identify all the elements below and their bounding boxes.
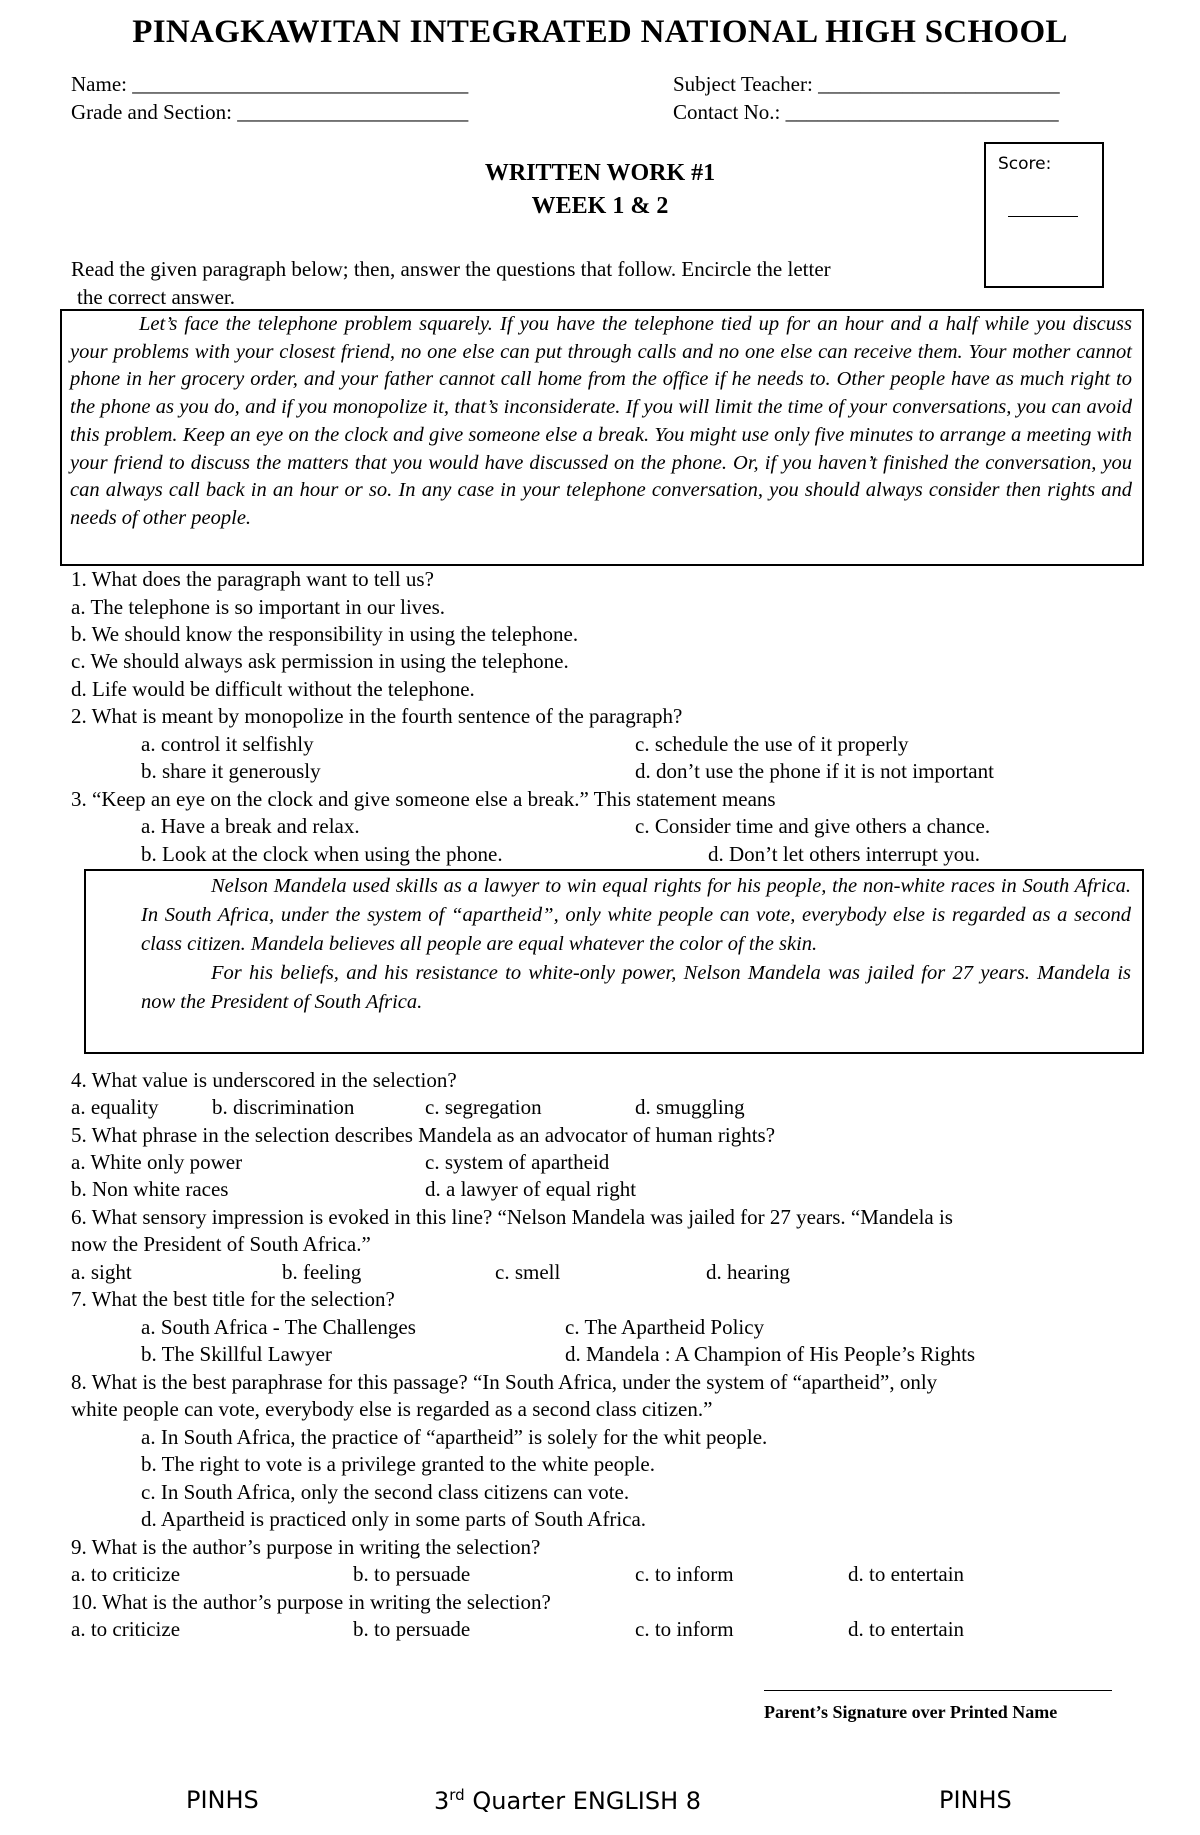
question-1-stem: 1. What does the paragraph want to tell us? [71,567,434,591]
question-8-option-a: a. In South Africa, the practice of “apartheid” is solely for the whit people. [141,1425,768,1449]
question-5-option-d: d. a lawyer of equal right [425,1177,637,1201]
question-3-stem: 3. “Keep an eye on the clock and give someone else a break.” This statement means [71,787,776,811]
passage-2 [141,872,1131,1017]
question-7-stem: 7. What the best title for the selection? [71,1287,395,1311]
footer-left: PINHS [186,1786,259,1814]
question-1-option-a: a. The telephone is so important in our lives. [71,595,446,619]
question-6-option-c: c. smell [495,1260,561,1284]
question-5-option-a: a. White only power [71,1150,243,1174]
contact-number-field: Contact No.: __________________________ [673,100,1059,124]
question-9-option-a: a. to criticize [71,1562,181,1586]
question-10-option-c: c. to inform [635,1617,734,1641]
question-9-option-c: c. to inform [635,1562,734,1586]
question-5-option-c: c. system of apartheid [425,1150,610,1174]
question-4-option-a: a. equality [71,1095,159,1119]
question-6-option-d: d. hearing [706,1260,790,1284]
question-8-option-c: c. In South Africa, only the second class citizens can vote. [141,1480,630,1504]
signature-line [764,1690,1112,1691]
question-9-stem: 9. What is the author’s purpose in writing the selection? [71,1535,541,1559]
question-2-option-d: d. don’t use the phone if it is not important [635,759,994,783]
footer-right: PINHS [939,1786,1012,1814]
question-1-option-d: d. Life would be difficult without the telephone. [71,677,475,701]
question-1-option-c: c. We should always ask permission in using the telephone. [71,649,569,673]
question-2-option-b: b. share it generously [141,759,321,783]
question-3-option-c: c. Consider time and give others a chance. [635,814,991,838]
written-work-title: WRITTEN WORK #1 [484,160,716,186]
question-4-option-c: c. segregation [425,1095,542,1119]
name-field: Name: ________________________________ [71,72,469,96]
question-10-option-b: b. to persuade [353,1617,471,1641]
question-10-option-d: d. to entertain [848,1617,965,1641]
question-9-option-b: b. to persuade [353,1562,471,1586]
instructions-line-2: the correct answer. [77,285,236,309]
question-5-stem: 5. What phrase in the selection describes Mandela as an advocator of human rights? [71,1123,776,1147]
footer-quarter-suffix: rd [449,1786,465,1804]
question-8-stem-line-2: white people can vote, everybody else is regarded as a second class citizen.” [71,1397,713,1421]
question-7-option-d: d. Mandela : A Champion of His People’s Rights [565,1342,976,1366]
question-3-option-b: b. Look at the clock when using the phone. [141,842,503,866]
question-5-option-b: b. Non white races [71,1177,229,1201]
question-2-option-c: c. schedule the use of it properly [635,732,909,756]
grade-section-field: Grade and Section: ______________________ [71,100,469,124]
score-label: Score: [998,154,1052,174]
question-3-option-a: a. Have a break and relax. [141,814,360,838]
passage-2-paragraph-1: Nelson Mandela used skills as a lawyer to win equal rights for his people, the non-white races in South Africa. In South Africa, under the system of “apartheid”, only white people can vote, everybody else is regarded as a second class citizen. Mandela believes all people are equal whatever the color of the skin. [141,875,1131,955]
question-6-stem-line-2: now the President of South Africa.” [71,1232,371,1256]
footer-quarter-number: 3 [434,1787,450,1815]
question-2-option-a: a. control it selfishly [141,732,314,756]
question-7-option-b: b. The Skillful Lawyer [141,1342,332,1366]
question-4-option-b: b. discrimination [212,1095,355,1119]
question-7-option-a: a. South Africa - The Challenges [141,1315,416,1339]
question-7-option-c: c. The Apartheid Policy [565,1315,765,1339]
week-label: WEEK 1 & 2 [531,193,669,219]
question-4-option-d: d. smuggling [635,1095,745,1119]
footer-subject: Quarter ENGLISH 8 [464,1787,702,1815]
question-4-stem: 4. What value is underscored in the selection? [71,1068,457,1092]
question-9-option-d: d. to entertain [848,1562,965,1586]
question-3-option-d: d. Don’t let others interrupt you. [708,842,980,866]
question-8-option-d: d. Apartheid is practiced only in some parts of South Africa. [141,1507,647,1531]
question-10-option-a: a. to criticize [71,1617,181,1641]
passage-1 [70,311,1132,533]
footer-center [434,1786,701,1815]
school-title: PINAGKAWITAN INTEGRATED NATIONAL HIGH SCHOOL [132,14,1068,50]
signature-caption: Parent’s Signature over Printed Name [764,1702,1058,1722]
question-6-option-b: b. feeling [282,1260,362,1284]
passage-1-text: Let’s face the telephone problem squarely. If you have the telephone tied up for an hour and a half while you discuss your problems with your closest friend, no one else can put through calls and no one else can receive them. Your mother cannot phone in her grocery order, and your father cannot call home from the office if he needs to. Other people have as much right to the phone as you do, and if you monopolize it, that’s inconsiderate. If you will limit the time of your conversations, you can avoid this problem. Keep an eye on the clock and give someone else a break. You might use only five minutes to arrange a meeting with your friend to discuss the matters that you would have discussed on the phone. Or, if you haven’t finished the conversation, you can always call back in an hour or so. In any case in your telephone conversation, you should always consider then rights and needs of other people. [70,313,1132,529]
question-8-stem-line-1: 8. What is the best paraphrase for this passage? “In South Africa, under the system of “apartheid”, only [71,1370,938,1394]
question-2-stem: 2. What is meant by monopolize in the fourth sentence of the paragraph? [71,704,683,728]
question-6-stem-line-1: 6. What sensory impression is evoked in this line? “Nelson Mandela was jailed for 27 years. “Mandela is [71,1205,953,1229]
subject-teacher-field: Subject Teacher: _______________________ [673,72,1060,96]
question-8-option-b: b. The right to vote is a privilege granted to the white people. [141,1452,655,1476]
question-6-option-a: a. sight [71,1260,132,1284]
question-10-stem: 10. What is the author’s purpose in writing the selection? [71,1590,551,1614]
instructions-line-1: Read the given paragraph below; then, answer the questions that follow. Encircle the letter [71,257,831,281]
question-1-option-b: b. We should know the responsibility in using the telephone. [71,622,579,646]
passage-2-paragraph-2: For his beliefs, and his resistance to white-only power, Nelson Mandela was jailed for 27 years. Mandela is now the President of South Africa. [141,962,1131,1013]
